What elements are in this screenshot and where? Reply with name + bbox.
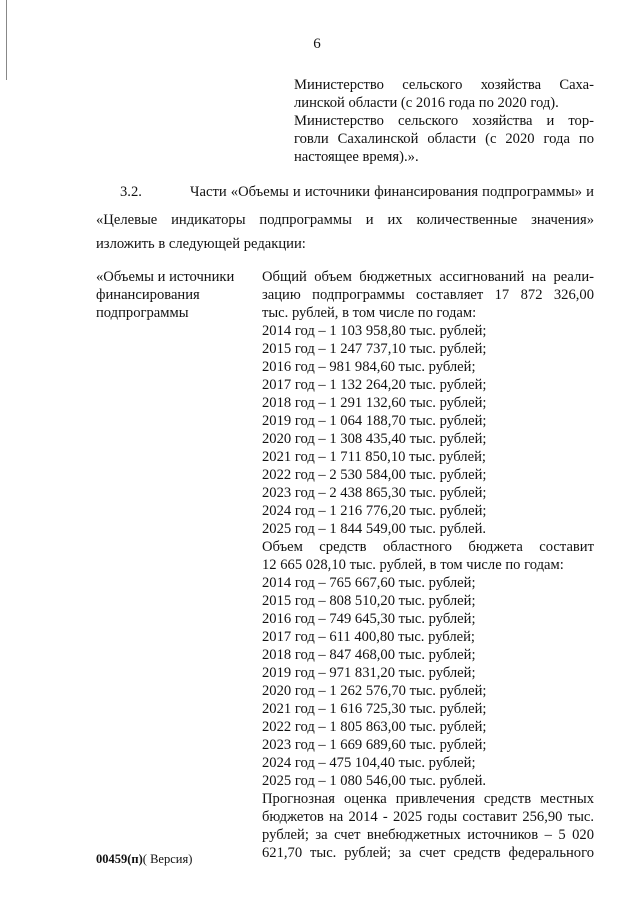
year-line: 2023 год – 1 669 689,60 тыс. рублей; xyxy=(262,737,487,753)
year-line: 2021 год – 1 616 725,30 тыс. рублей; xyxy=(262,701,487,717)
intro-line: линской области (с 2016 года по 2020 год). xyxy=(294,95,559,111)
section-line-1 xyxy=(96,182,594,202)
total-years-list xyxy=(262,322,594,538)
year-line: 2020 год – 1 262 576,70 тыс. рублей; xyxy=(262,683,487,699)
intro-line: настоящее время).». xyxy=(294,149,419,165)
year-line: 2017 год – 1 132 264,20 тыс. рублей; xyxy=(262,377,487,393)
year-line: 2016 год – 749 645,30 тыс. рублей; xyxy=(262,611,476,627)
year-line: 2017 год – 611 400,80 тыс. рублей; xyxy=(262,629,475,645)
year-line: 2023 год – 2 438 865,30 тыс. рублей; xyxy=(262,485,487,501)
section-text-1: Части «Объемы и источники финансирования подпрограммы» и xyxy=(190,184,594,200)
year-line: 2024 год – 1 216 776,20 тыс. рублей; xyxy=(262,503,487,519)
page-number: 6 xyxy=(313,36,321,52)
year-line: 2018 год – 847 468,00 тыс. рублей; xyxy=(262,647,476,663)
forecast-line: бюджетов на 2014 - 2025 годы составит 256,90 тыс. xyxy=(262,809,594,825)
document-code xyxy=(96,852,192,867)
year-line: 2019 год – 971 831,20 тыс. рублей; xyxy=(262,665,476,681)
year-line: 2022 год – 2 530 584,00 тыс. рублей; xyxy=(262,467,487,483)
regional-line-2: 12 665 028,10 тыс. рублей, в том числе по годам: xyxy=(262,557,564,573)
document-version: ( Версия) xyxy=(142,852,193,866)
regional-line-1: Объем средств областного бюджета составит xyxy=(262,539,594,555)
forecast-line: Прогнозная оценка привлечения средств местных xyxy=(262,791,594,807)
label-line: «Объемы и источники xyxy=(96,269,235,285)
total-line-2: зацию подпрограммы составляет 17 872 326,00 xyxy=(262,287,594,303)
intro-line: Министерство сельского хозяйства и тор- xyxy=(294,113,594,129)
label-line: финансирования xyxy=(96,287,200,303)
intro-line: Министерство сельского хозяйства Саха- xyxy=(294,77,594,93)
year-line: 2020 год – 1 308 435,40 тыс. рублей; xyxy=(262,431,487,447)
table-content-cell xyxy=(262,268,594,862)
forecast-line: рублей; за счет внебюджетных источников – 5 020 xyxy=(262,827,594,843)
year-line: 2024 год – 475 104,40 тыс. рублей; xyxy=(262,755,476,771)
section-line-3: изложить в следующей редакции: xyxy=(96,236,306,252)
year-line: 2025 год – 1 080 546,00 тыс. рублей. xyxy=(262,773,487,789)
regional-years-list xyxy=(262,574,594,790)
year-line: 2014 год – 765 667,60 тыс. рублей; xyxy=(262,575,476,591)
year-line: 2014 год – 1 103 958,80 тыс. рублей; xyxy=(262,323,487,339)
total-line-3: тыс. рублей, в том числе по годам: xyxy=(262,305,477,321)
table-label-cell xyxy=(96,268,256,322)
year-line: 2015 год – 808 510,20 тыс. рублей; xyxy=(262,593,476,609)
forecast-line: 621,70 тыс. рублей; за счет средств федерального xyxy=(262,845,594,861)
year-line: 2025 год – 1 844 549,00 тыс. рублей. xyxy=(262,521,487,537)
year-line: 2018 год – 1 291 132,60 тыс. рублей; xyxy=(262,395,487,411)
section-line-2: «Целевые индикаторы подпрограммы и их количественные значения» xyxy=(96,212,594,228)
document-code-number: 00459(п) xyxy=(96,852,143,866)
year-line: 2016 год – 981 984,60 тыс. рублей; xyxy=(262,359,476,375)
section-number: 3.2. xyxy=(120,184,142,200)
intro-block xyxy=(294,76,594,166)
year-line: 2022 год – 1 805 863,00 тыс. рублей; xyxy=(262,719,487,735)
year-line: 2021 год – 1 711 850,10 тыс. рублей; xyxy=(262,449,486,465)
label-line: подпрограммы xyxy=(96,305,189,321)
intro-line: говли Сахалинской области (с 2020 года по xyxy=(294,131,594,147)
year-line: 2015 год – 1 247 737,10 тыс. рублей; xyxy=(262,341,487,357)
total-line-1: Общий объем бюджетных ассигнований на реали- xyxy=(262,269,594,285)
year-line: 2019 год – 1 064 188,70 тыс. рублей; xyxy=(262,413,487,429)
